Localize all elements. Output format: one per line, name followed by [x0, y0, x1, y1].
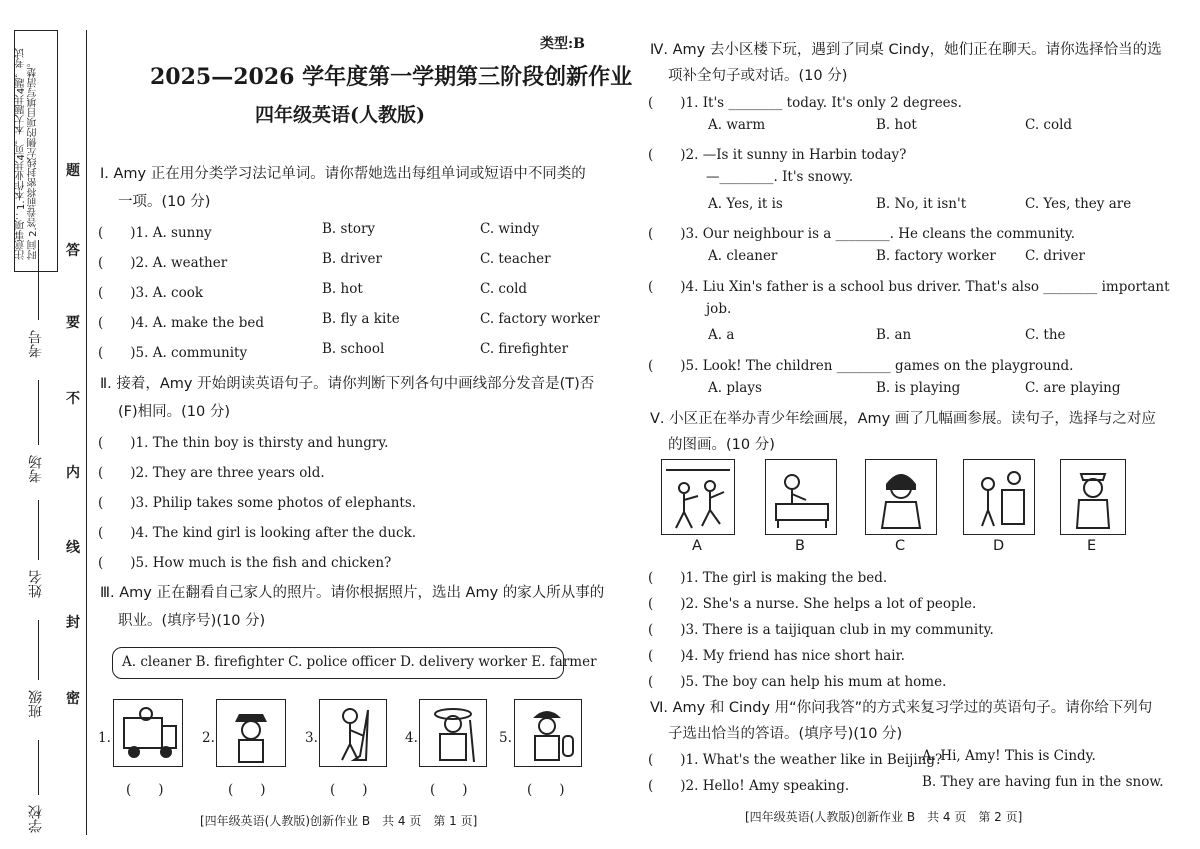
- option: B. is playing: [876, 380, 961, 396]
- question: ( )1. A. sunny: [98, 225, 212, 241]
- question: ( )3. Our neighbour is a ________. He cleans the community.: [648, 226, 1076, 242]
- seal-char: 线: [66, 540, 80, 556]
- question: ( )1. It's ________ today. It's only 2 degrees.: [648, 95, 962, 111]
- section-heading-cont: 子选出恰当的答语。(填序号)(10 分): [668, 726, 903, 742]
- option: C. driver: [1025, 248, 1085, 264]
- farmer-picture: [419, 699, 487, 767]
- question: ( )5. The boy can help his mum at home.: [648, 674, 947, 690]
- field-name: 姓名: [28, 570, 44, 598]
- delivery-truck-picture: [113, 699, 183, 767]
- question: ( )4. My friend has nice short hair.: [648, 648, 905, 664]
- making-bed-picture: [765, 459, 837, 535]
- option: C. the: [1025, 327, 1066, 343]
- option: A. a: [708, 327, 735, 343]
- section-heading-cont: 项补全句子或对话。(10 分): [668, 68, 848, 84]
- short-hair-girl-picture: [865, 459, 937, 535]
- question: ( )1. The thin boy is thirsty and hungry.: [98, 435, 389, 451]
- seal-char: 要: [66, 315, 80, 331]
- option: B. fly a kite: [322, 311, 400, 327]
- seal-char: 不: [66, 391, 80, 407]
- answer-blank[interactable]: ( ): [527, 782, 565, 798]
- seal-char: 封: [66, 615, 80, 631]
- option: C. Yes, they are: [1025, 196, 1132, 212]
- answer-option: A. Hi, Amy! This is Cindy.: [922, 748, 1096, 764]
- option: C. cold: [480, 281, 528, 297]
- question: ( )2. She's a nurse. She helps a lot of people.: [648, 596, 977, 612]
- section-heading: Ⅴ. 小区正在举办青少年绘画展，Amy 画了几幅画参展。读句子，选择与之对应: [650, 411, 1156, 427]
- question: ( )3. A. cook: [98, 285, 204, 301]
- cleaner-picture: [319, 699, 387, 767]
- taijiquan-picture: [661, 459, 735, 535]
- option: C. are playing: [1025, 380, 1121, 396]
- picture-number: 3.: [305, 730, 318, 746]
- picture-number: 2.: [202, 730, 215, 746]
- option: B. hot: [322, 281, 363, 297]
- field-exam-room: 考场: [28, 455, 44, 483]
- page-footer: [四年级英语(人教版)创新作业 B 共 4 页 第 2 页]: [745, 810, 1023, 824]
- question: ( )1. What's the weather like in Beijing?: [648, 752, 943, 768]
- question: ( )2. —Is it sunny in Harbin today?: [648, 147, 907, 163]
- section-heading-cont: 职业。(填序号)(10 分): [118, 613, 266, 629]
- option: B. driver: [322, 251, 382, 267]
- option: B. No, it isn't: [876, 196, 967, 212]
- seal-char: 密: [66, 691, 80, 707]
- option: B. an: [876, 327, 912, 343]
- picture-number: 4.: [405, 730, 418, 746]
- section-heading-cont: 的图画。(10 分): [668, 437, 775, 453]
- section-heading: Ⅱ. 接着，Amy 开始朗读英语句子。请你判断下列各句中画线部分发音是(T)否: [100, 376, 595, 392]
- field-line: [38, 500, 39, 560]
- question: ( )1. The girl is making the bed.: [648, 570, 888, 586]
- police-officer-picture: [216, 699, 286, 767]
- question: ( )2. Hello! Amy speaking.: [648, 778, 850, 794]
- picture-label: C: [895, 538, 906, 554]
- section-heading: Ⅰ. Amy 正在用分类学习法记单词。请你帮她选出每组单词或短语中不同类的: [100, 166, 586, 182]
- question-line: job.: [706, 301, 732, 317]
- nurse-picture: [1060, 459, 1126, 535]
- question: ( )3. There is a taijiquan club in my community.: [648, 622, 994, 638]
- section-heading-cont: (F)相同。(10 分): [118, 404, 231, 420]
- page-title: 2025—2026 学年度第一学期第三阶段创新作业: [150, 64, 633, 90]
- question: ( )3. Philip takes some photos of elephants.: [98, 495, 417, 511]
- seal-line: [86, 30, 87, 835]
- picture-number: 5.: [499, 730, 512, 746]
- answer-option: B. They are having fun in the snow.: [922, 774, 1164, 790]
- option: C. factory worker: [480, 311, 600, 327]
- option: B. factory worker: [876, 248, 996, 264]
- picture-label: E: [1087, 538, 1097, 554]
- option: C. teacher: [480, 251, 551, 267]
- option: B. school: [322, 341, 385, 357]
- field-exam-number: 考号: [28, 330, 44, 358]
- seal-char: 内: [66, 465, 80, 481]
- option: B. story: [322, 221, 376, 237]
- option: C. firefighter: [480, 341, 569, 357]
- picture-label: D: [993, 538, 1005, 554]
- section-heading: Ⅵ. Amy 和 Cindy 用“你问我答”的方式来复习学过的英语句子。请你给下列句: [650, 700, 1153, 716]
- question: ( )4. Liu Xin's father is a school bus driver. That's also ________ important: [648, 279, 1170, 295]
- field-line: [38, 380, 39, 445]
- picture-label: B: [795, 538, 805, 554]
- section-heading-cont: 一项。(10 分): [118, 194, 211, 210]
- answer-blank[interactable]: ( ): [228, 782, 266, 798]
- question: ( )4. A. make the bed: [98, 315, 265, 331]
- question: ( )5. A. community: [98, 345, 248, 361]
- section-heading: Ⅲ. Amy 正在翻看自己家人的照片。请你根据照片，选出 Amy 的家人所从事的: [100, 585, 605, 601]
- field-class: 班级: [28, 690, 44, 718]
- field-school: 学校: [28, 805, 44, 833]
- field-line: [38, 740, 39, 795]
- seal-char: 答: [66, 243, 80, 259]
- firefighter-picture: [514, 699, 582, 767]
- option: C. windy: [480, 221, 540, 237]
- option: A. plays: [708, 380, 762, 396]
- page-subtitle: 四年级英语(人教版): [255, 104, 425, 126]
- picture-number: 1.: [98, 730, 111, 746]
- helping-mum-picture: [963, 459, 1035, 535]
- question: ( )5. Look! The children ________ games on the playground.: [648, 358, 1074, 374]
- question: ( )5. How much is the fish and chicken?: [98, 555, 392, 571]
- notice-text: 注意事项：1.本作业共4页，本大题共4题，考试时间 2.答卷前将密封线左侧的项目填写清楚。: [16, 47, 39, 260]
- option: C. cold: [1025, 117, 1073, 133]
- job-options: A. cleaner B. firefighter C. police officer D. delivery worker E. farmer: [122, 654, 597, 670]
- question-line: —________. It's snowy.: [706, 169, 854, 185]
- question: ( )2. They are three years old.: [98, 465, 325, 481]
- answer-blank[interactable]: ( ): [126, 782, 164, 798]
- answer-blank[interactable]: ( ): [330, 782, 368, 798]
- option: A. warm: [708, 117, 766, 133]
- answer-blank[interactable]: ( ): [430, 782, 468, 798]
- field-line: [38, 240, 39, 320]
- page-footer: [四年级英语(人教版)创新作业 B 共 4 页 第 1 页]: [200, 814, 478, 828]
- question: ( )4. The kind girl is looking after the duck.: [98, 525, 417, 541]
- type-label: 类型:B: [540, 36, 586, 52]
- option: A. Yes, it is: [708, 196, 783, 212]
- question: ( )2. A. weather: [98, 255, 228, 271]
- field-line: [38, 620, 39, 680]
- picture-label: A: [692, 538, 702, 554]
- option: B. hot: [876, 117, 917, 133]
- seal-char: 题: [66, 163, 80, 179]
- option: A. cleaner: [708, 248, 778, 264]
- section-heading: Ⅳ. Amy 去小区楼下玩，遇到了同桌 Cindy，她们正在聊天。请你选择恰当的选: [650, 42, 1162, 58]
